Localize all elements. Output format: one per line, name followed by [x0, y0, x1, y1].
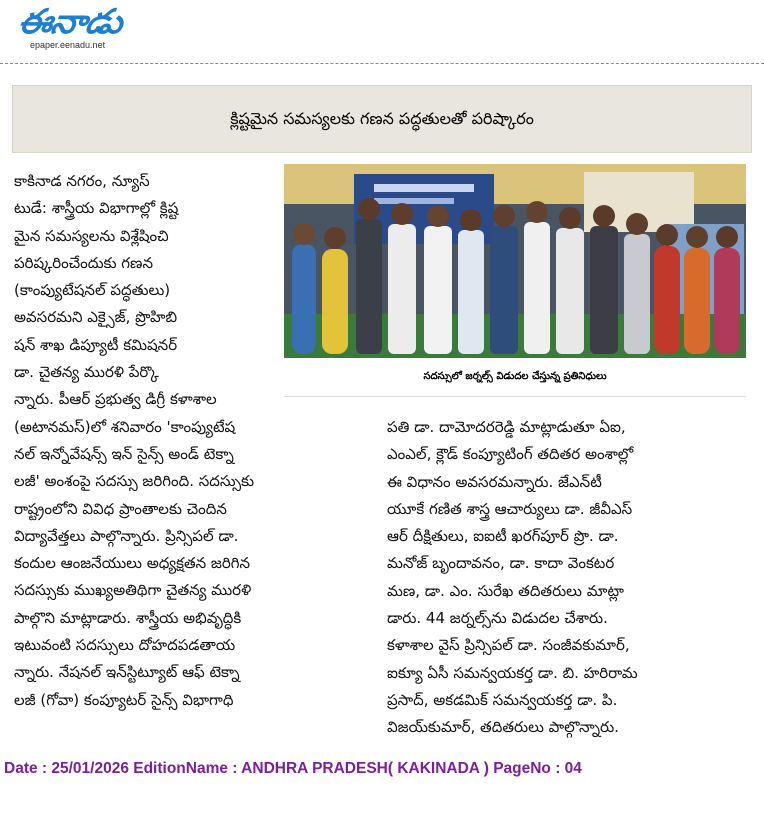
- article-line: విజయ్‌కుమార్, తదితరులు పాల్గొన్నారు.: [387, 718, 619, 737]
- article-line: (కాంప్యుటేషనల్ పద్ధతులు): [14, 281, 171, 300]
- article-line: కళాశాల వైస్ ప్రిన్సిపల్ డా. సంజీవకుమార్,: [387, 636, 630, 655]
- article-line: పతి డా. దామోదరరెడ్డి మాట్లాడుతూ ఏఐ,: [387, 418, 626, 436]
- article-line: టుడే: శాస్త్రీయ విభాగాల్లో క్లిష్ట: [14, 199, 179, 218]
- article-line: సదస్సుకు ముఖ్యఅతిథిగా చైతన్య మురళి: [14, 581, 252, 600]
- article-line: (అటానమస్)లో శనివారం 'కాంప్యుటేష: [14, 417, 236, 436]
- article-column-right: [387, 414, 743, 742]
- article-line: మనోజ్ బృందావనం, డా. కాదా వెంకటర: [387, 554, 615, 573]
- eenadu-logo: [15, 2, 158, 54]
- article-line: ఎంఎల్, క్లౌడ్ కంప్యూటింగ్ తదితర అంశాల్లో: [387, 445, 634, 464]
- article-line: ఐక్యూ ఏసీ సమన్వయకర్త డా. బి. హరిరామ: [387, 663, 638, 682]
- article-line: మణ, డా. ఎం. సురేఖ తదితరులు మాట్లా: [387, 581, 624, 600]
- edition-footer: Date : 25/01/2026 EditionName : ANDHRA PRADESH( KAKINADA ) PageNo : 04: [4, 760, 582, 777]
- article-line: పరిష్కరించేందుకు గణన: [14, 253, 153, 272]
- photo-caption: సదస్సులో జర్నల్స్ విడుదల చేస్తున్న ప్రతినిధులు: [423, 371, 607, 382]
- article-line: కాకినాడ నగరం, న్యూస్: [14, 172, 150, 190]
- article-line: మైన సమస్యలను విశ్లేషించి: [14, 226, 169, 245]
- article-line: పాల్గొని మాట్లాడారు. శాస్త్రీయ అభివృద్ధికి: [14, 608, 242, 627]
- logo-wordmark: ఈనాడు: [15, 2, 125, 42]
- event-photo-illustration: [284, 164, 746, 358]
- article-line: డా. చైతన్య మురళి పేర్కొ: [14, 363, 159, 382]
- article-line: షన్ శాఖ డిప్యూటీ కమిషనర్: [14, 335, 178, 354]
- article-line: డారు. 44 జర్నల్స్‌ను విడుదల చేశారు.: [387, 609, 608, 628]
- article-line: అవసరమని ఎక్సైజ్, ప్రొహిబి: [14, 308, 178, 327]
- article-line: న్నారు. పీఆర్ ప్రభుత్వ డిగ్రీ కళాశాల: [14, 390, 217, 409]
- site-url: epaper.eenadu.net: [30, 40, 106, 50]
- article-column-left: [14, 168, 276, 714]
- article-line: ప్రసాద్, అకడమిక్ సమన్వయకర్త డా. పి.: [387, 690, 618, 709]
- article-line: ఇటువంటి సదస్సులు దోహదపడతాయ: [14, 636, 236, 655]
- article-line: లజీ (గోవా) కంప్యూటర్ సైన్స్ విభాగాధి: [14, 690, 234, 709]
- photo-caption-box: [284, 358, 746, 397]
- event-photo: [284, 164, 746, 358]
- top-divider: [0, 63, 764, 64]
- article-line: ఆర్ దీక్షితులు, ఐఐటీ ఖరగ్‌పూర్ ప్రొ. డా.: [387, 527, 619, 546]
- article-line: రాష్ట్రంలోని వివిధ ప్రాంతాలకు చెందిన: [14, 499, 227, 518]
- article-line: యూకే గణిత శాస్త్ర ఆచార్యులు డా. జీవీఎస్: [387, 499, 633, 518]
- article-line: నల్ ఇన్నోవేషన్స్ ఇన్ సైన్స్ అండ్ టెక్నా: [14, 444, 234, 463]
- article-line: కందుల ఆంజనేయులు అధ్యక్షతన జరిగిన: [14, 554, 251, 573]
- article-headline: క్లిష్టమైన సమస్యలకు గణన పద్ధతులతో పరిష్కారం: [230, 109, 534, 128]
- article-line: విద్యావేత్తలు పాల్గొన్నారు. ప్రిన్సిపల్ డా.: [14, 526, 239, 545]
- article-line: లజీ' అంశంపై సదస్సు జరిగింది. సదస్సుకు: [14, 472, 255, 491]
- article-line: న్నారు. నేషనల్ ఇన్‌స్టిట్యూట్ ఆఫ్ టెక్నా: [14, 663, 240, 682]
- headline-banner: [12, 85, 752, 153]
- article-line: ఈ విధానం అవసరమన్నారు. జేఎన్‌టీ: [387, 472, 602, 491]
